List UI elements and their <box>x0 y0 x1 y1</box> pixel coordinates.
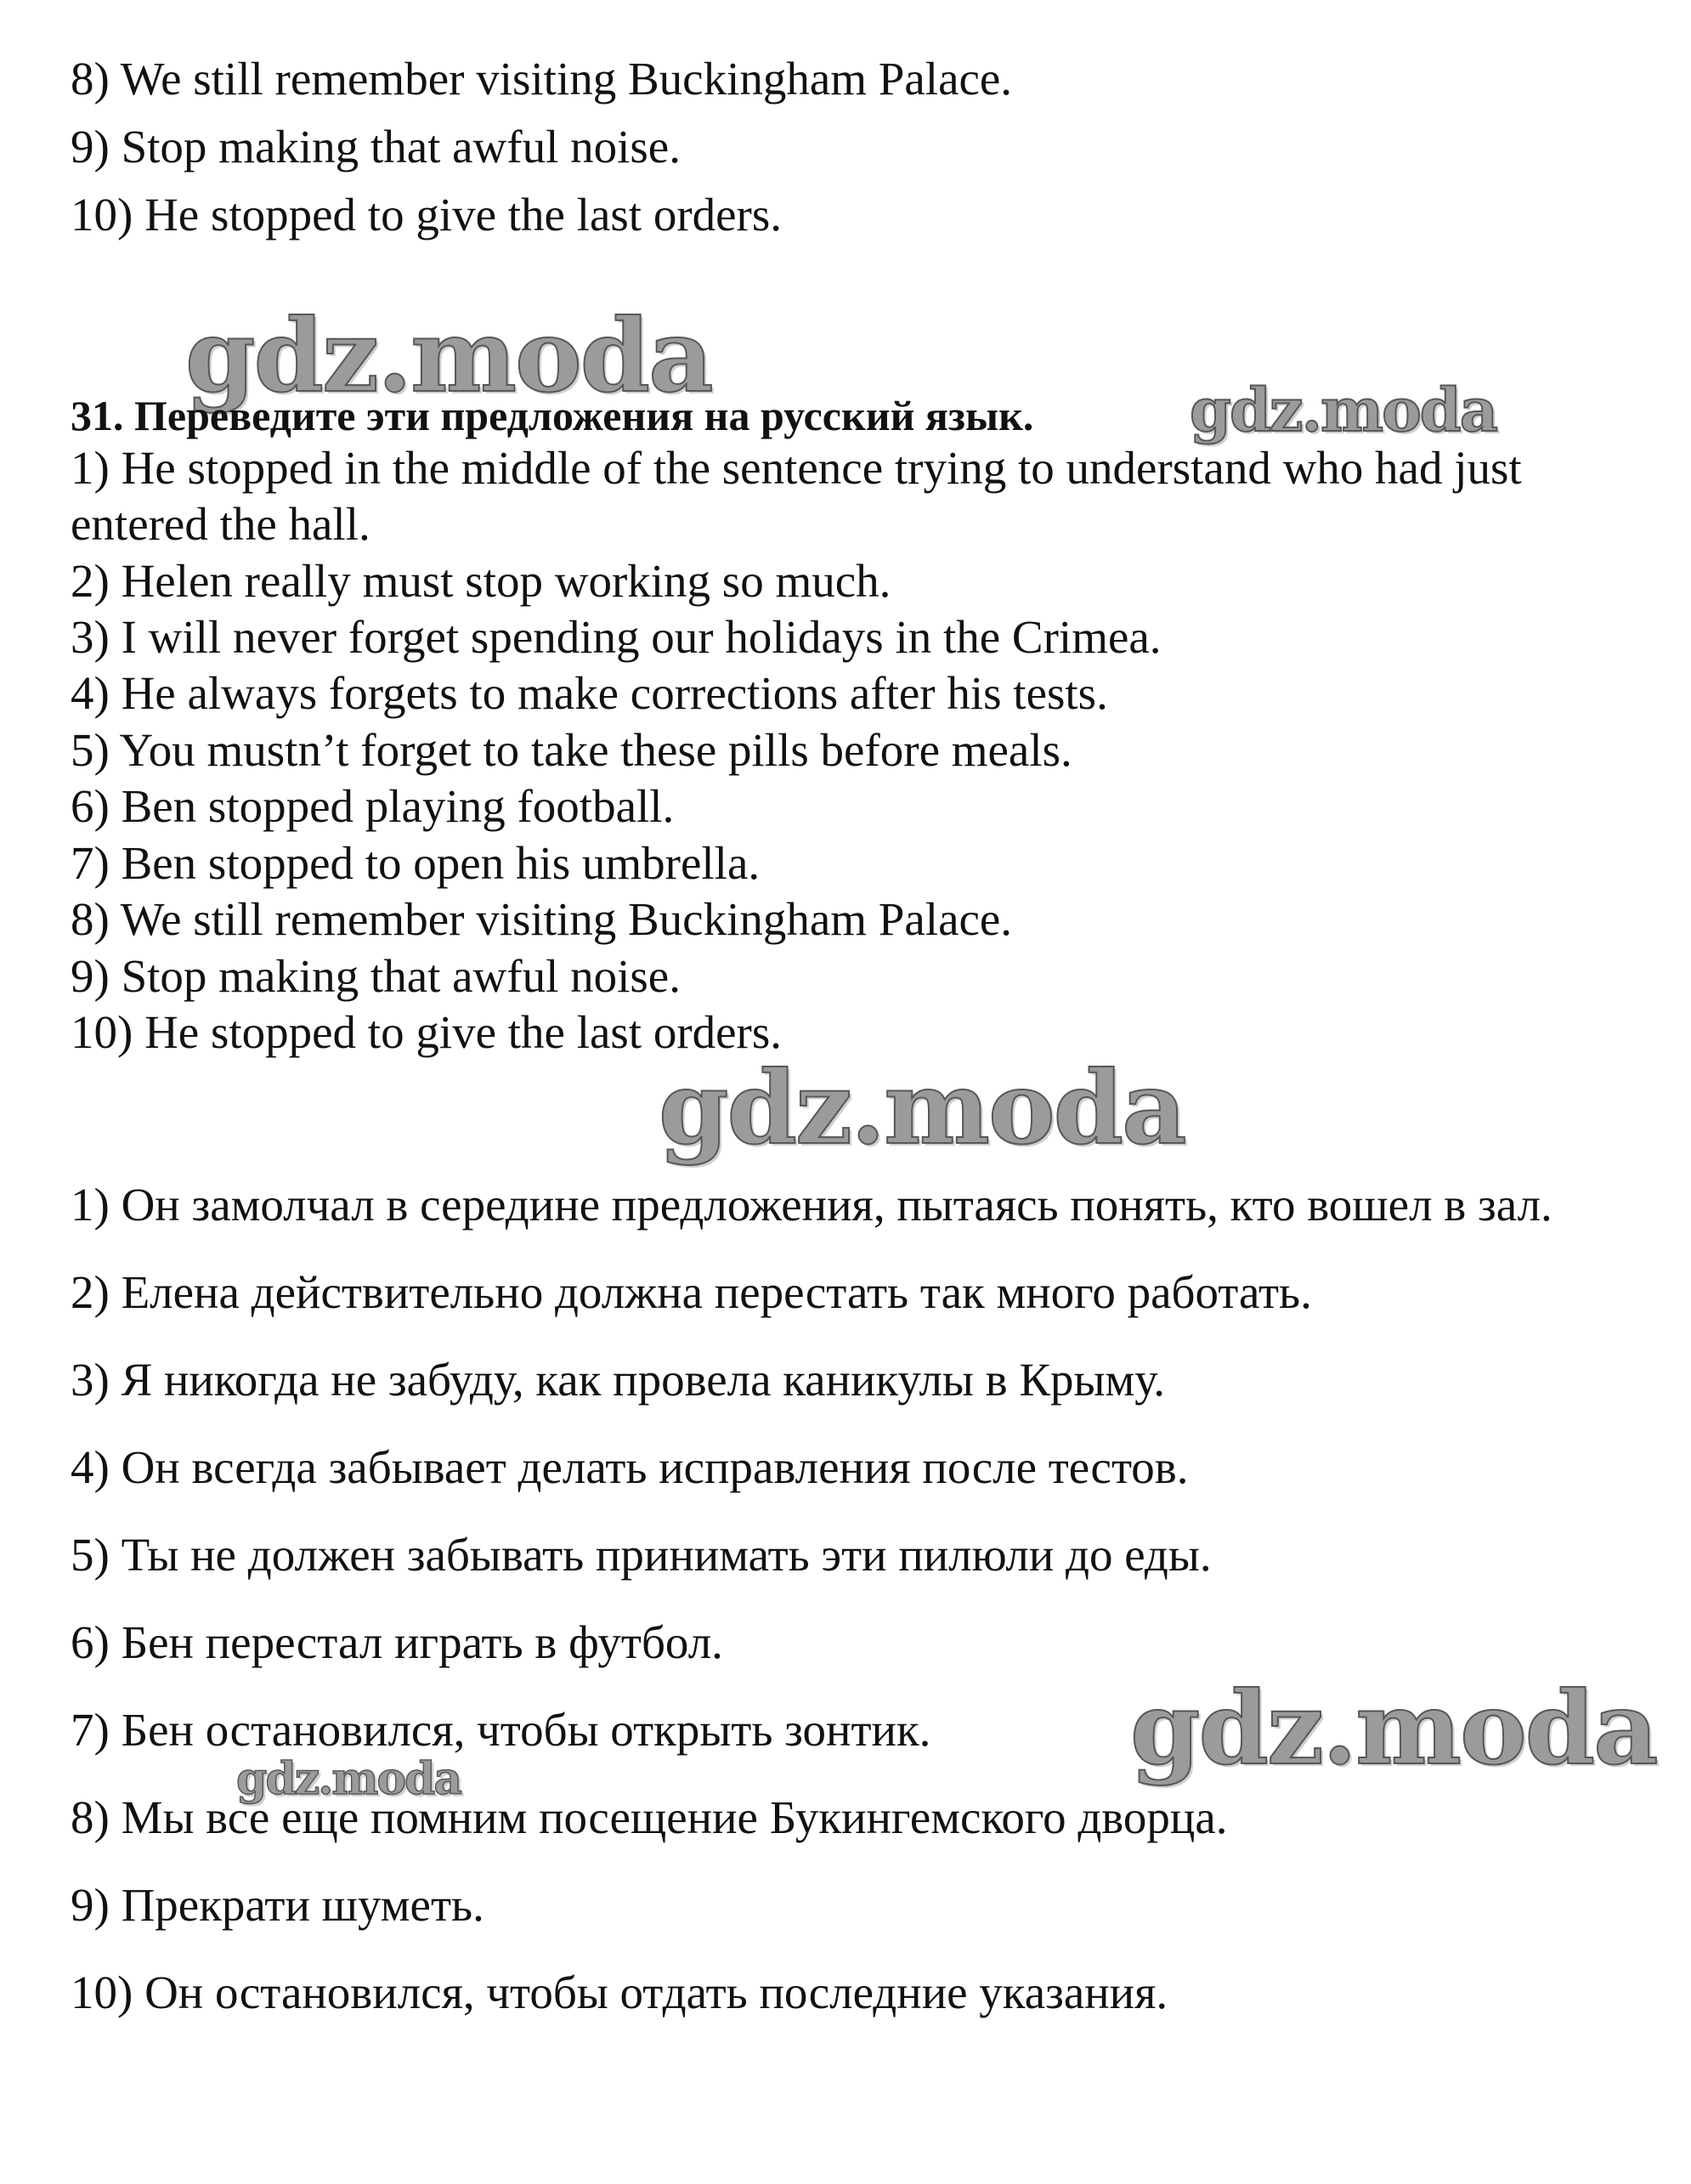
russian-sentence-5: 5) Ты не должен забывать принимать эти пилюли до еды. <box>71 1529 1212 1581</box>
english-sentence-2: 2) Helen really must stop working so much. <box>71 555 891 607</box>
english-sentence-10: 10) He stopped to give the last orders. <box>71 1006 783 1058</box>
russian-sentence-1: 1) Он замолчал в середине предложения, пытаясь понять, кто вошел в зал. <box>71 1179 1552 1231</box>
russian-sentence-3: 3) Я никогда не забуду, как провела каникулы в Крыму. <box>71 1354 1166 1406</box>
watermark-logo: gdz.moda <box>659 1049 1185 1167</box>
top-list-item-10: 10) He stopped to give the last orders. <box>71 189 783 240</box>
english-sentence-9: 9) Stop making that awful noise. <box>71 950 681 1002</box>
english-sentence-4: 4) He always forgets to make corrections after his tests. <box>71 667 1108 719</box>
english-sentence-8: 8) We still remember visiting Buckingham Palace. <box>71 893 1013 945</box>
watermark-logo: gdz.moda <box>1190 375 1497 445</box>
english-sentence-1: 1) He stopped in the middle of the sentence trying to understand who had just entered the hall. <box>71 442 1522 550</box>
russian-sentence-7: 7) Бен остановился, чтобы открыть зонтик. <box>71 1704 931 1756</box>
russian-sentence-6: 6) Бен перестал играть в футбол. <box>71 1616 723 1668</box>
watermark-logo: gdz.moda <box>185 297 712 415</box>
top-list-item-8: 8) We still remember visiting Buckingham Palace. <box>71 53 1013 105</box>
english-sentence-7: 7) Ben stopped to open his umbrella. <box>71 837 761 889</box>
english-sentence-3: 3) I will never forget spending our holidays in the Crimea. <box>71 611 1162 663</box>
exercise-title: 31. Переведите эти предложения на русский язык. <box>71 392 1034 439</box>
russian-sentence-10: 10) Он остановился, чтобы отдать последние указания. <box>71 1966 1168 2018</box>
english-sentence-5: 5) You mustn’t forget to take these pills before meals. <box>71 724 1072 776</box>
english-sentence-6: 6) Ben stopped playing football. <box>71 780 675 832</box>
russian-sentence-8: 8) Мы все еще помним посещение Букингемского дворца. <box>71 1791 1228 1843</box>
russian-sentence-2: 2) Елена действительно должна перестать так много работать. <box>71 1266 1312 1318</box>
watermark-logo: gdz.moda <box>1130 1669 1657 1787</box>
watermark-logo: gdz.moda <box>236 1753 461 1805</box>
top-list-item-9: 9) Stop making that awful noise. <box>71 121 681 173</box>
russian-sentence-9: 9) Прекрати шуметь. <box>71 1879 484 1931</box>
russian-sentence-4: 4) Он всегда забывает делать исправления после тестов. <box>71 1441 1189 1493</box>
